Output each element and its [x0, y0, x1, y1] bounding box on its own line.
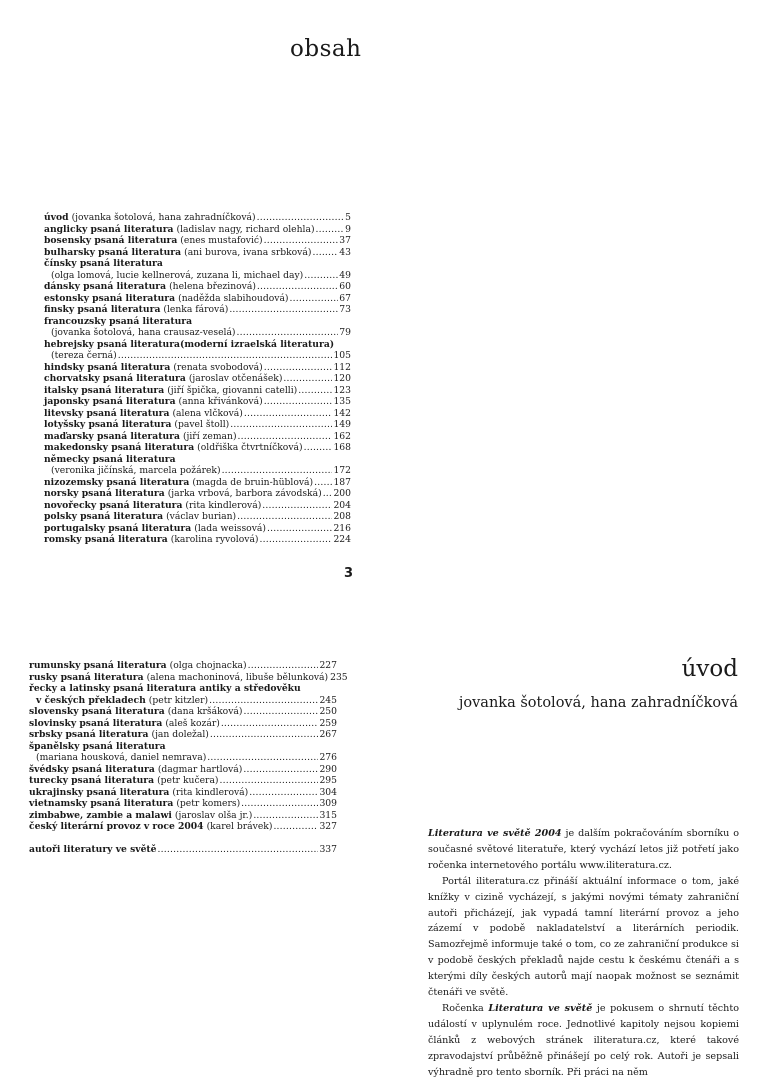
- toc-entry-title: rusky psaná literatura: [29, 671, 144, 683]
- toc-entry-authors: (olga lomová, lucie kellnerová, zuzana li, michael day): [51, 269, 304, 281]
- toc-entry-title: španělsky psaná literatura: [29, 740, 166, 752]
- toc-entry-title: český literární provoz v roce 2004: [29, 821, 204, 832]
- toc-entry-title: autoři literatury ve světě: [29, 844, 157, 855]
- toc-entry-page: 204: [333, 499, 351, 511]
- toc-entry-page: 49: [339, 269, 351, 281]
- toc-entry-authors: (dagmar hartlová): [157, 763, 243, 775]
- toc-leader-dots: [316, 224, 345, 236]
- toc-entry: [44, 523, 351, 535]
- toc-leader-dots: [290, 293, 339, 305]
- toc-entry-page: 224: [333, 534, 351, 545]
- toc-entry-authors: (karel brávek): [206, 821, 273, 832]
- toc-entry: [29, 671, 348, 684]
- toc-entry-authors: (ladislav nagy, richard olehla): [176, 223, 315, 235]
- toc-leader-dots: [118, 350, 333, 362]
- toc-leader-dots: [220, 775, 319, 787]
- toc-entry: [44, 373, 351, 385]
- toc-entry-page: 120: [333, 373, 351, 384]
- toc-entry-page: 208: [333, 511, 351, 522]
- toc-leader-dots: [249, 787, 318, 799]
- toc-leader-dots: [243, 706, 318, 718]
- toc-leader-dots: [230, 419, 332, 431]
- toc-leader-dots: [257, 281, 338, 293]
- toc-entry-title: litevsky psaná literatura: [44, 407, 170, 419]
- toc-entry-authors: (helena březinová): [169, 281, 256, 292]
- toc-entry-authors: (ani burova, ivana srbková): [184, 246, 312, 258]
- toc-entry-title: chorvatsky psaná literatura: [44, 373, 186, 384]
- toc-leader-dots: [264, 235, 339, 247]
- toc-entry-authors: (petr komers): [176, 798, 241, 809]
- toc-entry: [29, 764, 337, 776]
- toc-entry-page: 149: [333, 419, 351, 430]
- toc-entry-page: 200: [333, 488, 351, 499]
- page-title: obsah: [290, 36, 362, 62]
- toc-entry: [44, 327, 351, 339]
- toc-entry-authors: (jaroslav olša jr.): [174, 809, 253, 821]
- toc-entry: [44, 465, 351, 477]
- toc-entry-title: nizozemsky psaná literatura: [44, 476, 190, 488]
- toc-entry-page: 235: [330, 671, 348, 683]
- toc-entry: [29, 660, 337, 672]
- toc-entry: [44, 396, 351, 408]
- toc-entry-title: italsky psaná literatura: [44, 384, 165, 396]
- toc-entry: [44, 534, 351, 546]
- toc-entry-title: čínsky psaná literatura: [44, 258, 163, 269]
- toc-leader-dots: [257, 212, 345, 224]
- toc-leader-dots: [229, 304, 338, 316]
- toc-entry-authors: (jiří zeman): [182, 430, 237, 442]
- toc-entry: [44, 281, 351, 293]
- toc-entry-page: 337: [319, 844, 337, 855]
- toc-leader-dots: [221, 718, 319, 730]
- toc-leader-dots: [262, 500, 332, 512]
- toc-entry-title: v českých překladech: [36, 694, 146, 706]
- toc-entry-authors: (jaroslav otčenášek): [188, 373, 283, 384]
- toc-entry-page: 216: [333, 522, 351, 534]
- toc-entry-authors: (pavel štoll): [174, 419, 230, 430]
- toc-leader-dots: [158, 844, 319, 856]
- book-title: Literatura ve světě: [488, 1002, 593, 1014]
- toc-entry: [44, 258, 351, 270]
- chapter-title: úvod: [681, 656, 738, 682]
- toc-entry-title: dánsky psaná literatura: [44, 281, 167, 292]
- toc-entry-authors: (lada weissová): [194, 522, 266, 534]
- toc-entry-authors: (karolina ryvolová): [170, 534, 259, 545]
- toc-entry: [29, 775, 337, 787]
- toc-entry-title: rumunsky psaná literatura: [29, 660, 167, 671]
- toc-entry-page: 60: [339, 281, 351, 292]
- toc-entry-title: norsky psaná literatura: [44, 488, 165, 499]
- toc-entry-page: 304: [319, 786, 337, 798]
- toc-entry-authors: (naděžda slabihoudová): [178, 292, 289, 304]
- paragraph-text: je pokusem o shrnutí těchto událostí v uplynulém roce. Jednotlivé kapitoly nejsou kopiemi článků z webových stránek iliteratura.cz, které takové zpravodajství průběžně přinášejí po celý rok. Autoři je sepsali výhradně pro tento sborník. Při práci na něm: [428, 1002, 739, 1078]
- toc-entry-authors: (rita kindlerová): [185, 499, 262, 511]
- toc-entry-title: finsky psaná literatura: [44, 304, 161, 315]
- toc-entry: [29, 752, 337, 764]
- toc-entry-page: 309: [319, 798, 337, 809]
- toc-entry-title: polsky psaná literatura: [44, 511, 164, 522]
- toc-entry-title: vietnamsky psaná literatura: [29, 798, 174, 809]
- toc-entry-authors: (anna křivánková): [178, 396, 263, 407]
- toc-entry-title: bosensky psaná literatura: [44, 235, 178, 246]
- toc-entry: [29, 798, 337, 810]
- toc-entry: [44, 235, 351, 247]
- book-title: Literatura ve světě 2004: [428, 828, 562, 839]
- toc-entry-page: 327: [319, 821, 337, 832]
- toc-entry-authors: (magda de bruin-hüblová): [192, 476, 314, 488]
- toc-entry: [44, 247, 351, 259]
- toc-entry-page: 290: [319, 763, 337, 775]
- toc-entry-page: 5: [345, 212, 351, 223]
- toc-entry-page: 142: [333, 407, 351, 419]
- toc-entry: [44, 431, 351, 443]
- toc-entry-authors: (enes mustafović): [180, 235, 263, 246]
- toc-entry: [29, 695, 337, 707]
- toc-entry-title: slovensky psaná literatura: [29, 706, 165, 717]
- toc-entry-title: řecky a latinsky psaná literatura antiky a středověku: [29, 683, 301, 694]
- toc-entry-authors: (veronika jičínská, marcela požárek): [51, 465, 221, 476]
- toc-entry-page: 123: [333, 384, 351, 396]
- toc-entry-page: 79: [339, 327, 351, 338]
- toc-entry-title: portugalsky psaná literatura: [44, 522, 192, 534]
- toc-entry-authors: (mariana housková, daniel nemrava): [36, 752, 207, 763]
- toc-leader-dots: [243, 764, 318, 776]
- toc-entry-authors: (rita kindlerová): [172, 786, 249, 798]
- paragraph-text: Ročenka: [442, 1002, 489, 1014]
- toc-entry-title: makedonsky psaná literatura: [44, 442, 195, 453]
- toc-entry-title: německy psaná literatura: [44, 453, 176, 465]
- toc-leader-dots: [304, 270, 338, 282]
- paragraph: [428, 826, 739, 874]
- toc-entry-page: 250: [319, 706, 337, 717]
- toc-entry-title: úvod: [44, 212, 69, 223]
- toc-entry-title: maďarsky psaná literatura: [44, 430, 180, 442]
- toc-entry-authors: (alena machoninová, libuše bělunková): [146, 671, 329, 683]
- toc-entry: [29, 729, 337, 741]
- toc-entry: [44, 500, 351, 512]
- toc-entry-authors: (alena vlčková): [172, 407, 243, 419]
- toc-entry-authors: (aleš kozár): [165, 717, 220, 729]
- toc-entry-page: 227: [319, 660, 337, 671]
- toc-entry-title: anglicky psaná literatura: [44, 223, 174, 235]
- toc-leader-dots: [248, 660, 319, 672]
- toc-entry-authors: (jiří špička, giovanni catelli): [167, 384, 298, 396]
- toc-entry-page: 259: [319, 717, 337, 729]
- toc-entry-page: 187: [333, 476, 351, 488]
- toc-entry-page: 267: [319, 729, 337, 740]
- toc-leader-dots: [298, 385, 332, 397]
- toc-entry-page: 9: [345, 223, 351, 235]
- toc-leader-dots: [237, 327, 339, 339]
- toc-entry: [44, 212, 351, 224]
- toc-entry: [44, 442, 351, 454]
- toc-entry-page: 245: [319, 694, 337, 706]
- toc-entry-authors: (petr kučera): [157, 775, 219, 786]
- page-number: 3: [344, 566, 354, 581]
- chapter-authors: jovanka šotolová, hana zahradníčková: [458, 695, 738, 711]
- toc-entry-title: novořecky psaná literatura: [44, 499, 183, 511]
- toc-leader-dots: [323, 488, 333, 500]
- toc-entry-authors: (olga chojnacka): [169, 660, 247, 671]
- toc-entry: [44, 304, 351, 316]
- toc-leader-dots: [207, 752, 318, 764]
- toc-entry-title: slovinsky psaná literatura: [29, 717, 163, 729]
- table-of-contents-left: [44, 212, 351, 546]
- toc-entry-page: 73: [339, 304, 351, 315]
- toc-entry: [44, 477, 351, 489]
- toc-entry-title: francouzsky psaná literatura: [44, 315, 193, 327]
- toc-entry-page: 37: [339, 235, 351, 246]
- toc-entry-authors: (jovanka šotolová, hana crausaz-veselá): [51, 327, 236, 338]
- toc-entry: [44, 419, 351, 431]
- toc-entry-title: lotyšsky psaná literatura: [44, 419, 172, 430]
- toc-entry-authors: (jarka vrbová, barbora závodská): [167, 488, 322, 499]
- chapter-body: [428, 826, 739, 1081]
- toc-entry: [44, 454, 351, 466]
- paragraph-text: je dalším pokračováním sborníku o současné světové literatuře, který vychází letos již potřetí jako ročenka internetového portálu www.iliteratura.cz.: [428, 828, 740, 871]
- toc-leader-dots: [241, 798, 318, 810]
- toc-entry-page: 276: [319, 752, 337, 763]
- toc-entry-page: 67: [339, 292, 351, 304]
- toc-leader-dots: [238, 431, 333, 443]
- toc-entry-title: estonsky psaná literatura: [44, 292, 176, 304]
- toc-entry-page: 168: [333, 442, 351, 453]
- toc-entry: [44, 511, 351, 523]
- table-of-contents-right: [29, 660, 348, 856]
- toc-entry-page: 105: [333, 350, 351, 361]
- toc-entry: [44, 293, 351, 305]
- toc-entry: [44, 270, 351, 282]
- toc-leader-dots: [260, 534, 333, 546]
- toc-entry: [29, 683, 337, 695]
- toc-entry-title: švédsky psaná literatura: [29, 763, 155, 775]
- toc-entry-title: romsky psaná literatura: [44, 534, 168, 545]
- toc-leader-dots: [237, 511, 332, 523]
- toc-entry-title: japonsky psaná literatura: [44, 396, 176, 407]
- paragraph: Portál iliteratura.cz přináší aktuální informace o tom, jaké knížky v cizině vycházejí, s jakými novými tématy zahraniční autoři přicházejí, jak vypadá tamní literární provoz a jeho zázemí v podobě nakladatelství a literárních periodik. Samozřejmě informuje také o tom, co ze zahraniční produkce si v podobě českých překladů najde cestu k českému čtenáři a s kterými díly českých autorů mají naopak možnost se seznámit čtenáři ve světě.: [428, 875, 739, 999]
- toc-leader-dots: [283, 373, 332, 385]
- toc-entry: [44, 385, 351, 397]
- toc-entry-authors: (jovanka šotolová, hana zahradníčková): [71, 212, 256, 223]
- toc-leader-dots: [209, 695, 318, 707]
- toc-entry: [44, 339, 351, 351]
- toc-entry-page: 162: [333, 430, 351, 442]
- toc-entry-title: zimbabwe, zambie a malawi: [29, 809, 172, 821]
- toc-entry: [44, 488, 351, 500]
- toc-entry: [44, 350, 351, 362]
- toc-entry-page: 43: [339, 246, 351, 258]
- toc-entry-page: 172: [333, 465, 351, 476]
- toc-entry: [29, 787, 337, 799]
- toc-entry: [44, 408, 351, 420]
- paragraph: [428, 1001, 739, 1081]
- toc-entry-authors: (jan doležal): [151, 729, 209, 740]
- toc-entry: [29, 741, 337, 753]
- toc-entry-title: turecky psaná literatura: [29, 775, 155, 786]
- toc-entry-authors: (renata svobodová): [173, 361, 263, 373]
- toc-leader-dots: [264, 396, 333, 408]
- toc-entry-authors: (dana kršáková): [167, 706, 243, 717]
- toc-leader-dots: [312, 247, 338, 259]
- toc-entry: [29, 821, 337, 833]
- toc-entry: [29, 706, 337, 718]
- toc-entry-authors: (oldřiška čtvrtníčková): [197, 442, 303, 453]
- toc-entry: [29, 810, 337, 822]
- toc-entry: [44, 316, 351, 328]
- toc-entry-title: srbsky psaná literatura: [29, 729, 149, 740]
- toc-entry-authors: (tereza černá): [51, 350, 117, 361]
- toc-leader-dots: [267, 523, 332, 535]
- toc-entry-page: 315: [319, 809, 337, 821]
- toc-leader-dots: [304, 442, 333, 454]
- toc-entry-authors: (lenka fárová): [163, 304, 229, 315]
- toc-leader-dots: [253, 810, 318, 822]
- toc-leader-dots: [222, 465, 333, 477]
- toc-entry-title: hindsky psaná literatura: [44, 361, 171, 373]
- toc-leader-dots: [314, 477, 332, 489]
- toc-leader-dots: [210, 729, 319, 741]
- toc-entry: [29, 844, 337, 856]
- toc-leader-dots: [273, 821, 318, 833]
- toc-entry-title: hebrejsky psaná literatura(moderní izraelská literatura): [44, 338, 335, 350]
- toc-entry-page: 295: [319, 775, 337, 786]
- toc-entry-authors: (petr kitzler): [148, 694, 209, 706]
- toc-entry: [29, 718, 337, 730]
- toc-entry-authors: (václav burian): [166, 511, 237, 522]
- toc-entry: [44, 224, 351, 236]
- toc-leader-dots: [264, 362, 333, 374]
- toc-leader-dots: [244, 408, 333, 420]
- toc-entry-title: bulharsky psaná literatura: [44, 246, 182, 258]
- toc-entry: [44, 362, 351, 374]
- toc-entry-page: 135: [333, 396, 351, 407]
- toc-entry-title: ukrajinsky psaná literatura: [29, 786, 170, 798]
- toc-entry-page: 112: [333, 361, 351, 373]
